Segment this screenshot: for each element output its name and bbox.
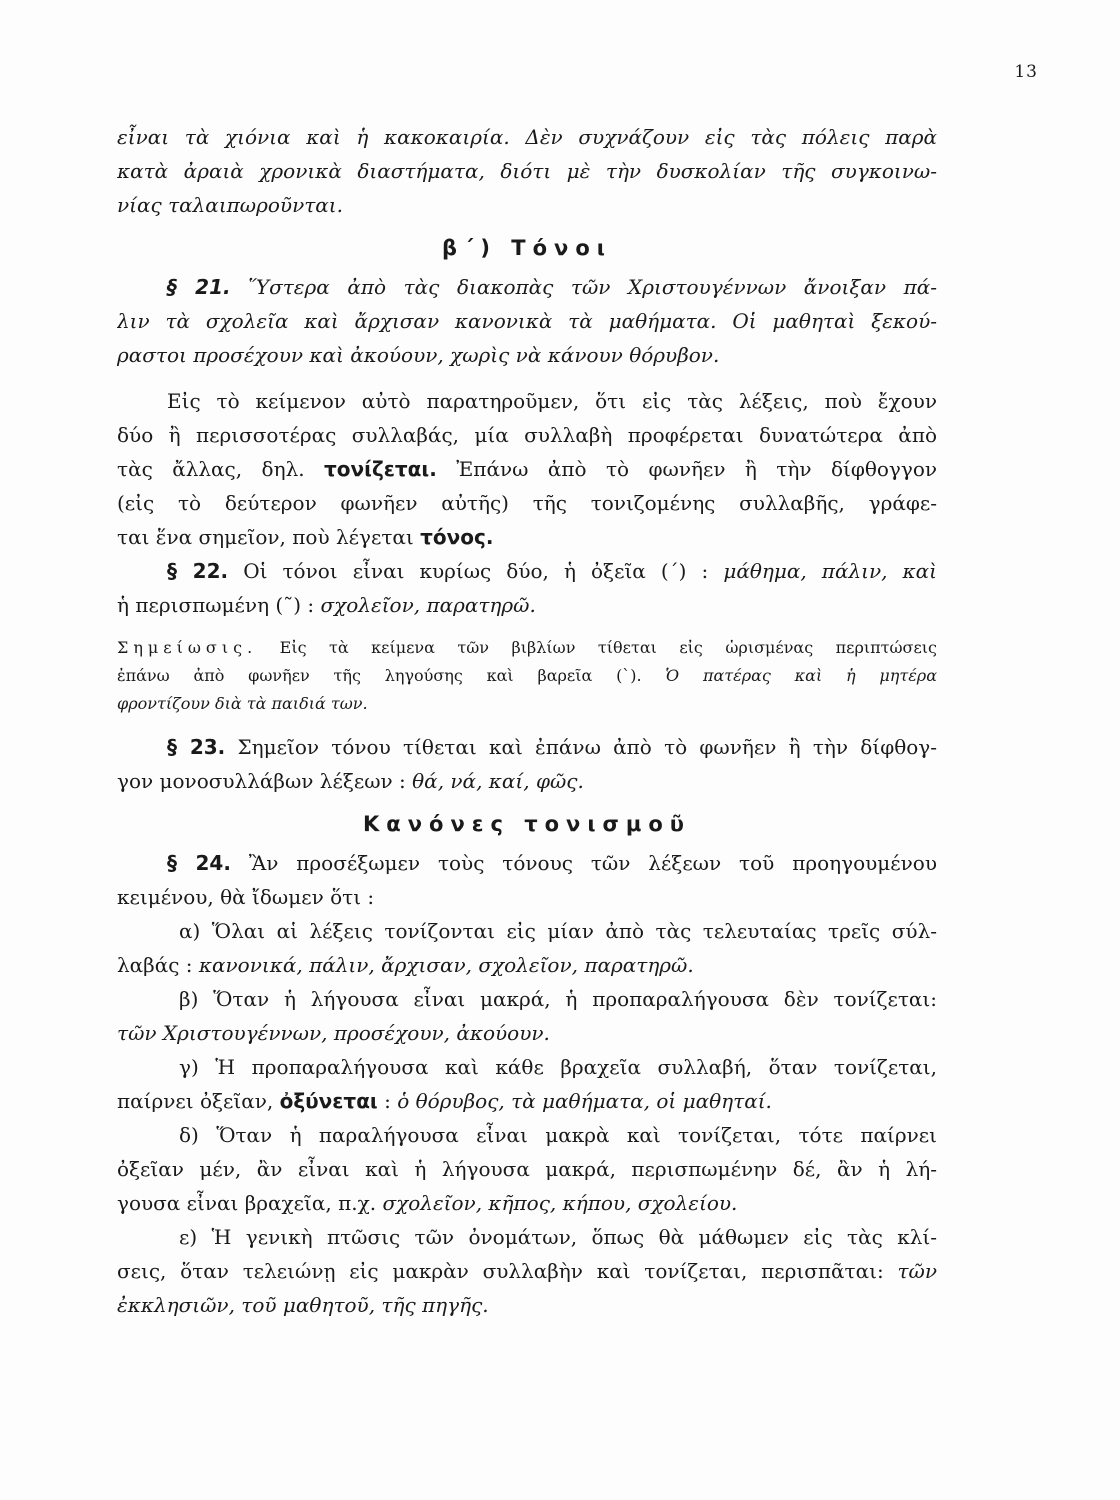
- rule-e-line: ἐκκλησιῶν, τοῦ μαθητοῦ, τῆς πηγῆς.: [117, 1293, 489, 1317]
- rule-e-line: σεις, ὅταν τελειώνῃ εἰς μακρὰν συλλαβὴν καὶ τονίζεται, περισπᾶται: τῶν: [117, 1259, 937, 1283]
- paragraph-21-line: λιν τὰ σχολεῖα καὶ ἄρχισαν κανονικὰ τὰ μαθήματα. Οἱ μαθηταὶ ξεκού-: [117, 309, 937, 333]
- section-number: § 21.: [167, 275, 231, 299]
- rule-a-line: λαβάς : κανονικά, πάλιν, ἄρχισαν, σχολεῖον, παρατηρῶ.: [117, 953, 694, 977]
- rule-b-line: β) Ὅταν ἡ λήγουσα εἶναι μακρά, ἡ προπαραλήγουσα δὲν τονίζεται:: [179, 987, 937, 1011]
- term-tonos: τόνος.: [420, 525, 494, 549]
- rule-b-line: τῶν Χριστουγέννων, προσέχουν, ἀκούουν.: [117, 1021, 550, 1045]
- note-label: Σημείωσις.: [117, 638, 258, 657]
- intro-line: κατὰ ἀραιὰ χρονικὰ διαστήματα, διότι μὲ τὴν δυσκολίαν τῆς συγκοινω-: [117, 159, 937, 183]
- paragraph-24-line: κειμένου, θὰ ἴδωμεν ὅτι :: [117, 885, 375, 909]
- note-line: φροντίζουν διὰ τὰ παιδιά των.: [117, 694, 368, 713]
- section-number: § 22.: [167, 559, 229, 583]
- rule-d-line: γουσα εἶναι βραχεῖα, π.χ. σχολεῖον, κῆπος, κήπου, σχολείου.: [117, 1191, 738, 1215]
- page-number: 13: [1014, 62, 1038, 82]
- term-oxynetai: ὀξύνεται: [279, 1089, 378, 1113]
- note-line: Σημείωσις. Εἰς τὰ κείμενα τῶν βιβλίων τίθεται εἰς ὡρισμένας περιπτώσεις: [117, 638, 937, 657]
- term-tonizetai: τονίζεται.: [324, 457, 437, 481]
- note-line: ἐπάνω ἀπὸ φωνῆεν τῆς ληγούσης καὶ βαρεῖα (`). Ὁ πατέρας καὶ ἡ μητέρα: [117, 666, 937, 685]
- paragraph-24-line: § 24. Ἂν προσέξωμεν τοὺς τόνους τῶν λέξεων τοῦ προηγουμένου: [167, 851, 937, 875]
- rule-c-line: γ) Ἡ προπαραλήγουσα καὶ κάθε βραχεῖα συλλαβή, ὅταν τονίζεται,: [179, 1055, 937, 1079]
- paragraph-21-line: ραστοι προσέχουν καὶ ἀκούουν, χωρὶς νὰ κάνουν θόρυβον.: [117, 343, 720, 367]
- explanation-line: τὰς ἄλλας, δηλ. τονίζεται. Ἐπάνω ἀπὸ τὸ φωνῆεν ἢ τὴν δίφθογγον: [117, 457, 937, 481]
- paragraph-21-line: § 21. Ὕστερα ἀπὸ τὰς διακοπὰς τῶν Χριστουγέννων ἄνοιξαν πά-: [167, 275, 937, 299]
- rule-e-line: ε) Ἡ γενικὴ πτῶσις τῶν ὀνομάτων, ὅπως θὰ μάθωμεν εἰς τὰς κλί-: [179, 1225, 937, 1249]
- heading-kanones: Κανόνες τονισμοῦ: [363, 812, 691, 836]
- rule-d-line: ὀξεῖαν μέν, ἂν εἶναι καὶ ἡ λήγουσα μακρά, περισπωμένην δέ, ἂν ἡ λή-: [117, 1157, 937, 1181]
- section-number: § 24.: [167, 851, 231, 875]
- paragraph-22-line: ἡ περισπωμένη (῀) : σχολεῖον, παρατηρῶ.: [117, 593, 536, 617]
- rule-d-line: δ) Ὅταν ἡ παραλήγουσα εἶναι μακρὰ καὶ τονίζεται, τότε παίρνει: [179, 1123, 937, 1147]
- explanation-line: Εἰς τὸ κείμενον αὐτὸ παρατηροῦμεν, ὅτι εἰς τὰς λέξεις, ποὺ ἔχουν: [167, 389, 937, 413]
- note-block: [117, 634, 937, 718]
- paragraph-23-line: § 23. Σημεῖον τόνου τίθεται καὶ ἐπάνω ἀπὸ τὸ φωνῆεν ἢ τὴν δίφθογ-: [167, 735, 937, 759]
- explanation-line: δύο ἢ περισσοτέρας συλλαβάς, μία συλλαβὴ προφέρεται δυνατώτερα ἀπὸ: [117, 423, 937, 447]
- paragraph-22-line: § 22. Οἱ τόνοι εἶναι κυρίως δύο, ἡ ὀξεῖα (΄) : μάθημα, πάλιν, καὶ: [167, 559, 937, 583]
- rule-a-line: α) Ὅλαι αἱ λέξεις τονίζονται εἰς μίαν ἀπὸ τὰς τελευταίας τρεῖς σύλ-: [179, 919, 937, 943]
- rule-c-line: παίρνει ὀξεῖαν, ὀξύνεται : ὁ θόρυβος, τὰ μαθήματα, οἱ μαθηταί.: [117, 1089, 772, 1113]
- explanation-line: ται ἕνα σημεῖον, ποὺ λέγεται τόνος.: [117, 525, 494, 549]
- section-number: § 23.: [167, 735, 226, 759]
- paragraph-23-line: γον μονοσυλλάβων λέξεων : θά, νά, καί, φῶς.: [117, 769, 584, 793]
- page-text: [117, 120, 937, 1322]
- heading-tonoi: β΄) Τόνοι: [442, 236, 612, 260]
- intro-line: νίας ταλαιπωροῦνται.: [117, 193, 343, 217]
- intro-line: εἶναι τὰ χιόνια καὶ ἡ κακοκαιρία. Δὲν συχνάζουν εἰς τὰς πόλεις παρὰ: [117, 125, 937, 149]
- explanation-line: (εἰς τὸ δεύτερον φωνῆεν αὐτῆς) τῆς τονιζομένης συλλαβῆς, γράφε-: [117, 491, 937, 515]
